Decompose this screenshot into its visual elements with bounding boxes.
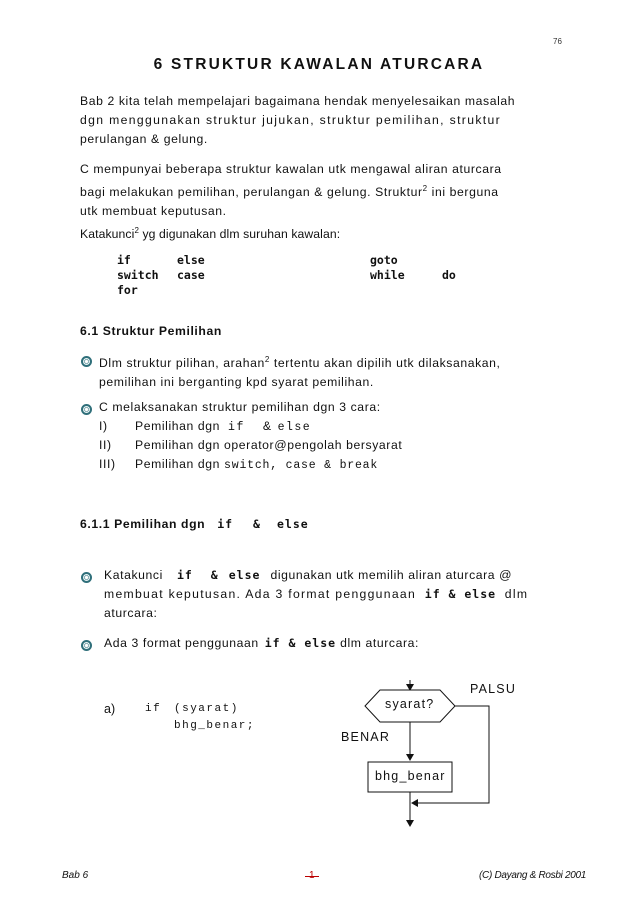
superscript: 2	[422, 184, 428, 193]
para-line: C mempunyai beberapa struktur kawalan utk mengawal aliran aturcara	[80, 162, 502, 176]
bullet-text-part: Dlm struktur pilihan, arahan	[99, 356, 265, 371]
bullet-line: C melaksanakan struktur pemilihan dgn 3 cara:	[99, 400, 381, 414]
code-if-else: if & else	[424, 587, 497, 601]
bullet-text-part: Katakunci	[104, 568, 163, 582]
bullet-text-part: digunakan utk memilih aliran aturcara @	[270, 568, 513, 582]
item-label: II)	[99, 438, 112, 452]
example-label: a)	[104, 702, 116, 716]
bullet-text-part: Ada 3 format penggunaan	[104, 636, 259, 650]
footer-copyright: (C) Dayang & Rosbi 2001	[479, 870, 587, 881]
example-statement: bhg_benar;	[174, 720, 256, 732]
code-switch-case-break: switch, case & break	[224, 459, 379, 472]
item-text: Pemilihan dgn operator@pengolah bersyarat	[135, 438, 403, 452]
true-label: BENAR	[341, 730, 391, 744]
example-condition: (syarat)	[174, 703, 239, 715]
footer-chapter: Bab 6	[62, 870, 89, 881]
code-if: if	[176, 568, 193, 582]
chapter-title: 6 STRUKTUR KAWALAN ATURCARA	[153, 56, 485, 73]
item-text: Pemilihan dgn	[135, 419, 221, 433]
heading-text: 6.1.1 Pemilihan dgn	[80, 517, 206, 531]
page-number: 76	[553, 37, 562, 46]
keyword-while: while	[370, 268, 405, 282]
bullet-line: pemilihan ini berganting kpd syarat pemilihan.	[99, 375, 374, 390]
code-else: else	[277, 421, 312, 434]
bullet-text-part: tertentu akan dipilih utk dilaksanakan,	[269, 356, 501, 371]
intro-line: dgn menggunakan struktur jujukan, struktur pemilihan, struktur	[80, 113, 502, 127]
item-text: Pemilihan dgn	[135, 457, 221, 471]
section-heading-6-1: 6.1 Struktur Pemilihan	[80, 324, 222, 338]
code-amp: &	[210, 568, 219, 582]
keyword-else: else	[177, 253, 205, 267]
superscript: 2	[264, 355, 270, 364]
false-label: PALSU	[470, 682, 517, 696]
bullet-line: aturcara:	[104, 606, 158, 620]
keyword-goto: goto	[370, 253, 398, 267]
ampersand: &	[262, 419, 272, 433]
heading-amp: &	[253, 517, 261, 531]
superscript: 2	[134, 226, 139, 236]
process-label: bhg_benar	[375, 769, 446, 783]
code-if-else: if & else	[264, 636, 337, 650]
para-line: utk membuat keputusan.	[80, 204, 227, 219]
footer-page-strike	[305, 876, 319, 877]
para-text: ini berguna	[427, 185, 499, 200]
para-text: Katakunci	[80, 227, 135, 242]
item-label: III)	[99, 457, 116, 471]
item-label: I)	[99, 419, 108, 433]
example-if: if	[145, 703, 162, 715]
bullet-text-part: membuat keputusan. Ada 3 format penggunaan	[104, 587, 417, 601]
heading-else: else	[276, 517, 309, 531]
bullet-text-part: dlm	[504, 587, 529, 601]
para-text: yg digunakan dlm suruhan kawalan:	[139, 227, 341, 242]
keyword-case: case	[177, 268, 205, 282]
keyword-for: for	[117, 283, 138, 297]
keyword-switch: switch	[117, 268, 159, 282]
para-text: bagi melakukan pemilihan, perulangan & gelung. Struktur	[80, 185, 423, 200]
intro-line: Bab 2 kita telah mempelajari bagaimana hendak menyelesaikan masalah	[80, 94, 516, 108]
keyword-if: if	[117, 253, 131, 267]
keyword-do: do	[442, 268, 456, 282]
code-if: if	[228, 421, 245, 434]
intro-line: perulangan & gelung.	[80, 132, 208, 146]
decision-label: syarat?	[385, 697, 435, 711]
code-else: else	[228, 568, 261, 582]
heading-if: if	[217, 517, 234, 531]
bullet-text-part: dlm aturcara:	[340, 636, 419, 650]
